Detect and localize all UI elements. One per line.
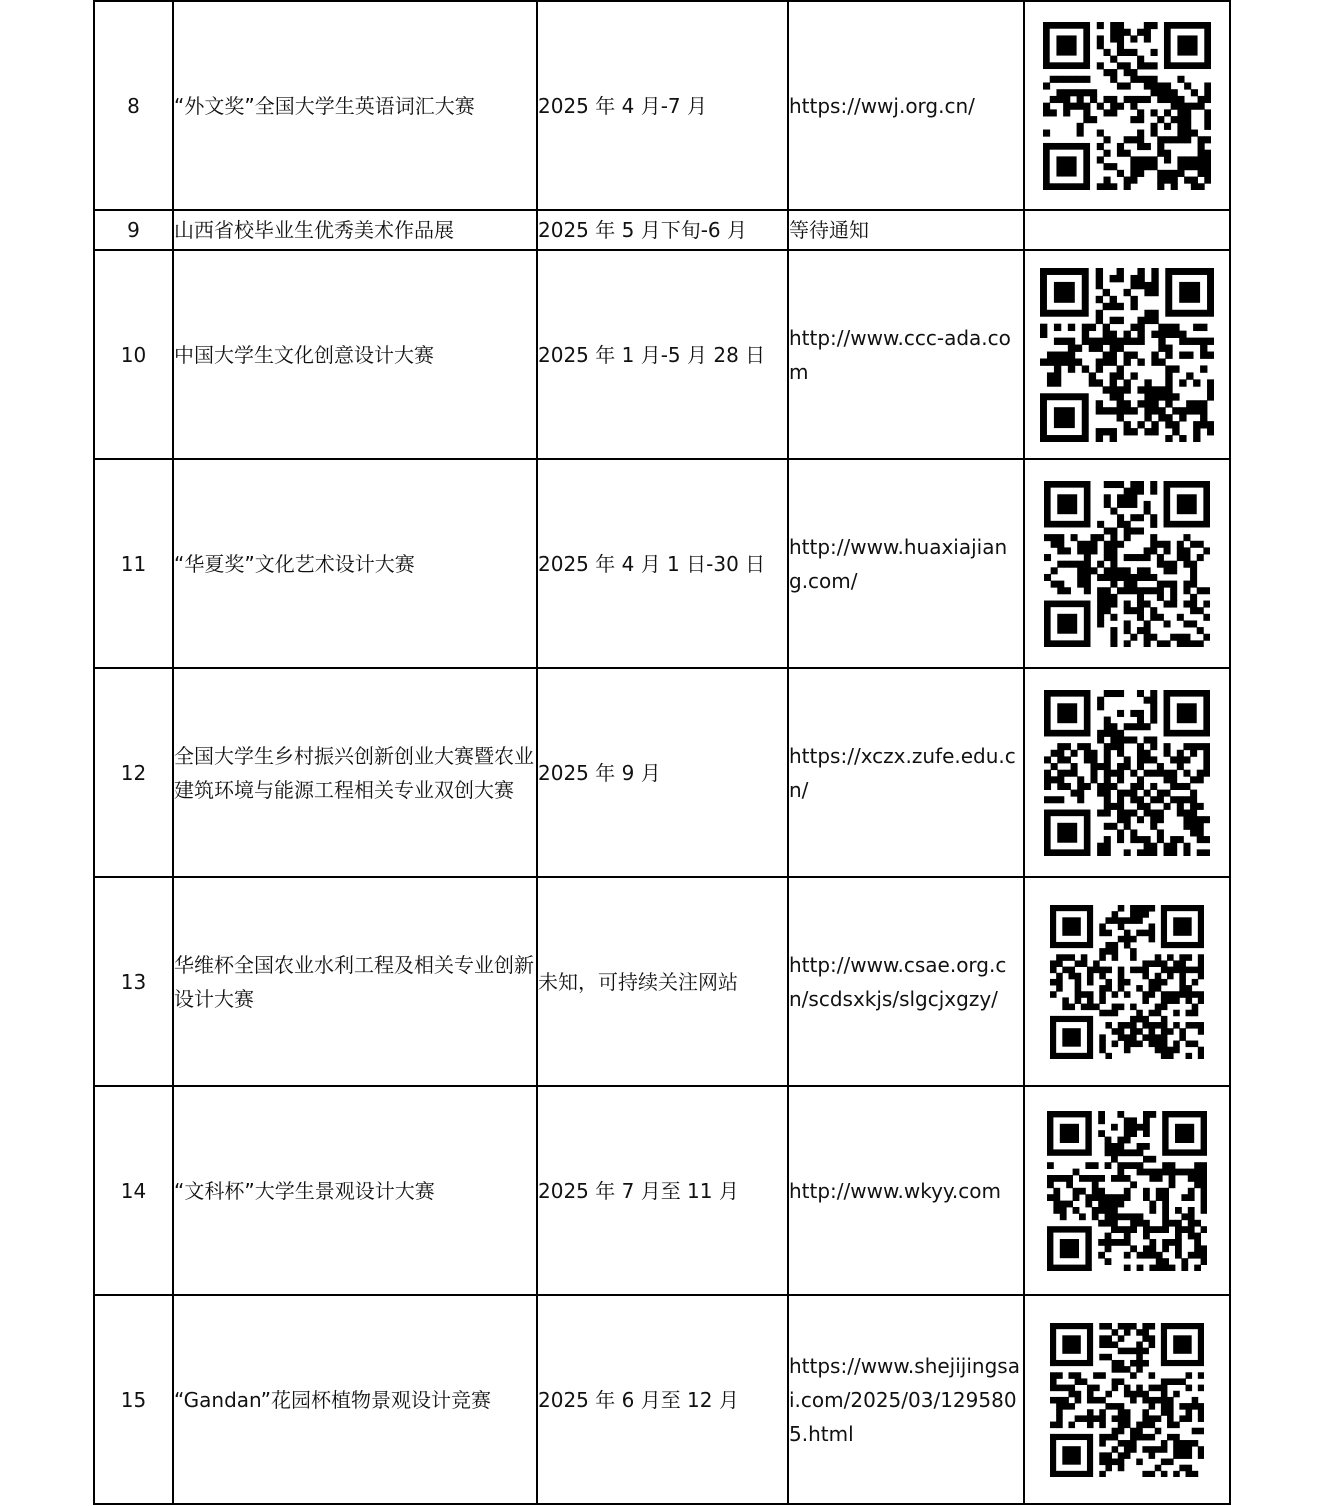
qr-code-icon bbox=[1040, 268, 1214, 442]
qr-code-cell bbox=[1024, 668, 1230, 877]
competition-url[interactable]: https://xczx.zufe.edu.cn/ bbox=[788, 668, 1024, 877]
qr-code-cell bbox=[1024, 210, 1230, 250]
competition-time: 2025 年 9 月 bbox=[537, 668, 788, 877]
qr-code-icon bbox=[1044, 690, 1210, 856]
competition-time: 2025 年 1 月-5 月 28 日 bbox=[537, 250, 788, 459]
row-index: 11 bbox=[94, 459, 173, 668]
qr-code-icon bbox=[1050, 905, 1204, 1059]
qr-code-cell bbox=[1024, 877, 1230, 1086]
row-index: 12 bbox=[94, 668, 173, 877]
competition-url[interactable]: http://www.huaxiajiang.com/ bbox=[788, 459, 1024, 668]
competition-url[interactable]: https://wwj.org.cn/ bbox=[788, 1, 1024, 210]
table-row bbox=[94, 250, 1230, 459]
competition-time: 2025 年 6 月至 12 月 bbox=[537, 1295, 788, 1504]
qr-code-icon bbox=[1044, 481, 1210, 647]
competition-time: 2025 年 7 月至 11 月 bbox=[537, 1086, 788, 1295]
table-row bbox=[94, 668, 1230, 877]
qr-code-icon bbox=[1047, 1111, 1207, 1271]
row-index: 8 bbox=[94, 1, 173, 210]
qr-code-cell bbox=[1024, 459, 1230, 668]
table-row bbox=[94, 1295, 1230, 1504]
table-row bbox=[94, 877, 1230, 1086]
competition-name: 中国大学生文化创意设计大赛 bbox=[173, 250, 537, 459]
competition-name: 华维杯全国农业水利工程及相关专业创新设计大赛 bbox=[173, 877, 537, 1086]
competition-table bbox=[93, 0, 1231, 1505]
row-index: 13 bbox=[94, 877, 173, 1086]
qr-code-cell bbox=[1024, 250, 1230, 459]
table-row bbox=[94, 210, 1230, 250]
competition-name: “文科杯”大学生景观设计大赛 bbox=[173, 1086, 537, 1295]
competition-time: 2025 年 5 月下旬-6 月 bbox=[537, 210, 788, 250]
competition-time: 未知，可持续关注网站 bbox=[537, 877, 788, 1086]
competition-time: 2025 年 4 月-7 月 bbox=[537, 1, 788, 210]
competition-url[interactable]: http://www.ccc-ada.com bbox=[788, 250, 1024, 459]
row-index: 10 bbox=[94, 250, 173, 459]
row-index: 15 bbox=[94, 1295, 173, 1504]
competition-url: 等待通知 bbox=[788, 210, 1024, 250]
competition-url[interactable]: http://www.wkyy.com bbox=[788, 1086, 1024, 1295]
row-index: 14 bbox=[94, 1086, 173, 1295]
competition-name: “外文奖”全国大学生英语词汇大赛 bbox=[173, 1, 537, 210]
competition-name: 全国大学生乡村振兴创新创业大赛暨农业建筑环境与能源工程相关专业双创大赛 bbox=[173, 668, 537, 877]
qr-code-icon bbox=[1043, 22, 1211, 190]
competition-name: “Gandan”花园杯植物景观设计竞赛 bbox=[173, 1295, 537, 1504]
qr-code-cell bbox=[1024, 1086, 1230, 1295]
table-row bbox=[94, 1, 1230, 210]
qr-code-cell bbox=[1024, 1295, 1230, 1504]
competition-url[interactable]: http://www.csae.org.cn/scdsxkjs/slgcjxgzy/ bbox=[788, 877, 1024, 1086]
competition-name: “华夏奖”文化艺术设计大赛 bbox=[173, 459, 537, 668]
row-index: 9 bbox=[94, 210, 173, 250]
competition-name: 山西省校毕业生优秀美术作品展 bbox=[173, 210, 537, 250]
table-row bbox=[94, 1086, 1230, 1295]
competition-url[interactable]: https://www.shejijingsai.com/2025/03/1295805.html bbox=[788, 1295, 1024, 1504]
competition-time: 2025 年 4 月 1 日-30 日 bbox=[537, 459, 788, 668]
table-row bbox=[94, 459, 1230, 668]
qr-code-cell bbox=[1024, 1, 1230, 210]
qr-code-icon bbox=[1050, 1323, 1204, 1477]
